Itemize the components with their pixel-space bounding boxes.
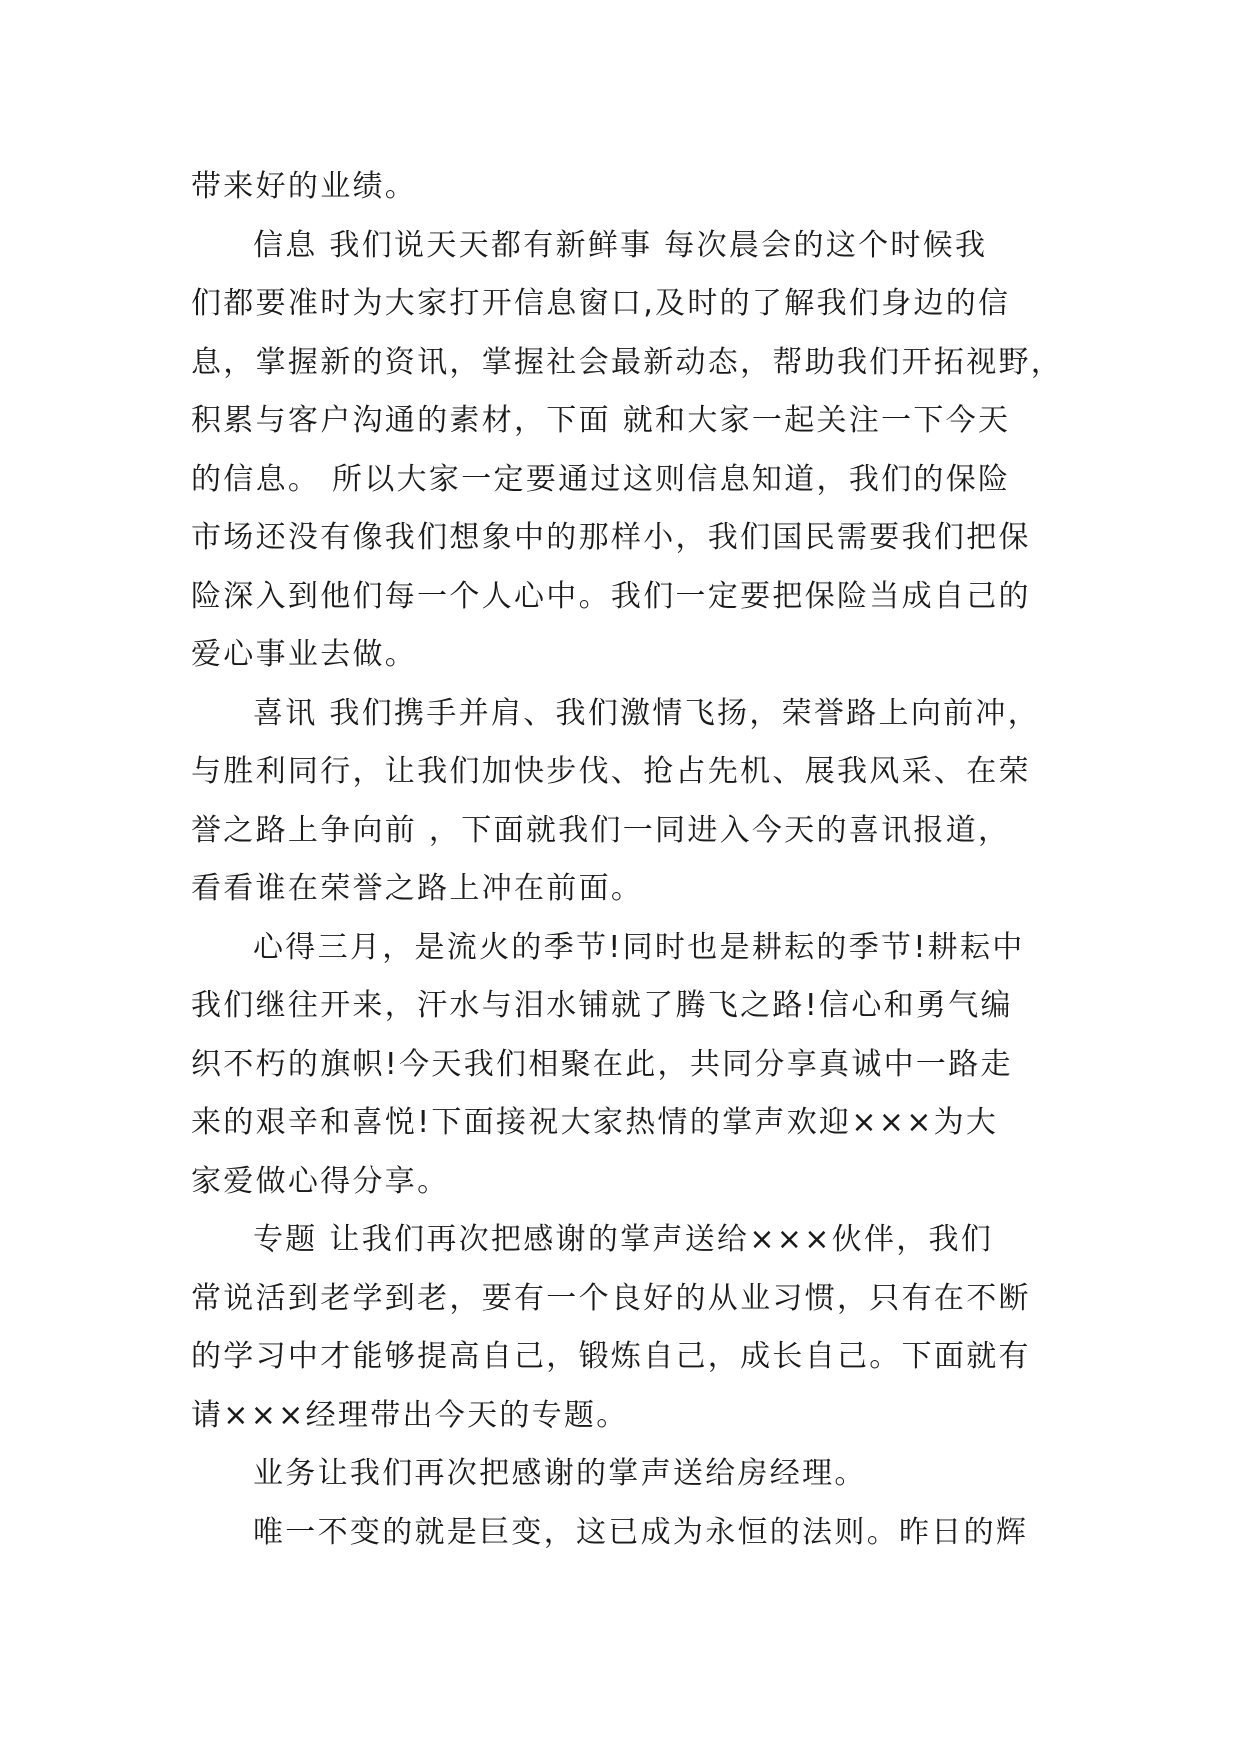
text-line: 常说活到老学到老，要有一个良好的从业习惯，只有在不断: [191, 1280, 1031, 1316]
text-line: 的学习中才能够提高自己，锻炼自己，成长自己。下面就有: [191, 1339, 1031, 1374]
text-line: 请×××经理带出今天的专题。: [191, 1397, 629, 1433]
text-line: 爱心事业去做。: [191, 637, 418, 672]
text-line: 积累与客户沟通的素材，下面 就和大家一起关注一下今天: [191, 403, 1011, 438]
text-line: 誉之路上争向前 ，下面就我们一同进入今天的喜讯报道，: [191, 812, 1011, 848]
text-line: 与胜利同行，让我们加快步伐、抢占先机、展我风采、在荣: [191, 754, 1031, 789]
text-line: 家爱做心得分享。: [191, 1163, 450, 1199]
text-line: 的信息。 所以大家一定要通过这则信息知道，我们的保险: [191, 461, 1011, 497]
text-line: 来的艰辛和喜悦!下面接祝大家热情的掌声欢迎×××为大: [191, 1105, 999, 1140]
text-line: 带来好的业绩。: [191, 169, 418, 204]
text-line: 们都要准时为大家打开信息窗口,及时的了解我们身边的信: [191, 286, 1011, 321]
text-line: 织不朽的旗帜!今天我们相聚在此，共同分享真诚中一路走: [191, 1046, 1013, 1082]
paragraph-first-line: 信息 我们说天天都有新鲜事 每次晨会的这个时候我: [253, 227, 988, 263]
text-line: 息，掌握新的资讯，掌握社会最新动态，帮助我们开拓视野，: [191, 344, 1064, 380]
text-line: 市场还没有像我们想象中的那样小，我们国民需要我们把保: [191, 520, 1031, 555]
paragraph-first-line: 专题 让我们再次把感谢的掌声送给×××伙伴，我们: [253, 1222, 994, 1257]
text-line: 险深入到他们每一个人心中。我们一定要把保险当成自己的: [191, 578, 1031, 614]
text-line: 我们继往开来，汗水与泪水铺就了腾飞之路!信心和勇气编: [191, 988, 1013, 1023]
paragraph-first-line: 唯一不变的就是巨变，这已成为永恒的法则。昨日的辉: [253, 1514, 1029, 1550]
paragraph-first-line: 心得三月，是流火的季节!同时也是耕耘的季节!耕耘中: [253, 929, 1025, 965]
paragraph-first-line: 业务让我们再次把感谢的掌声送给房经理。: [253, 1456, 867, 1491]
text-line: 看看谁在荣誉之路上冲在前面。: [191, 871, 644, 906]
paragraph-first-line: 喜讯 我们携手并肩、我们激情飞扬，荣誉路上向前冲，: [253, 695, 1041, 731]
document-body: [191, 158, 1064, 1562]
